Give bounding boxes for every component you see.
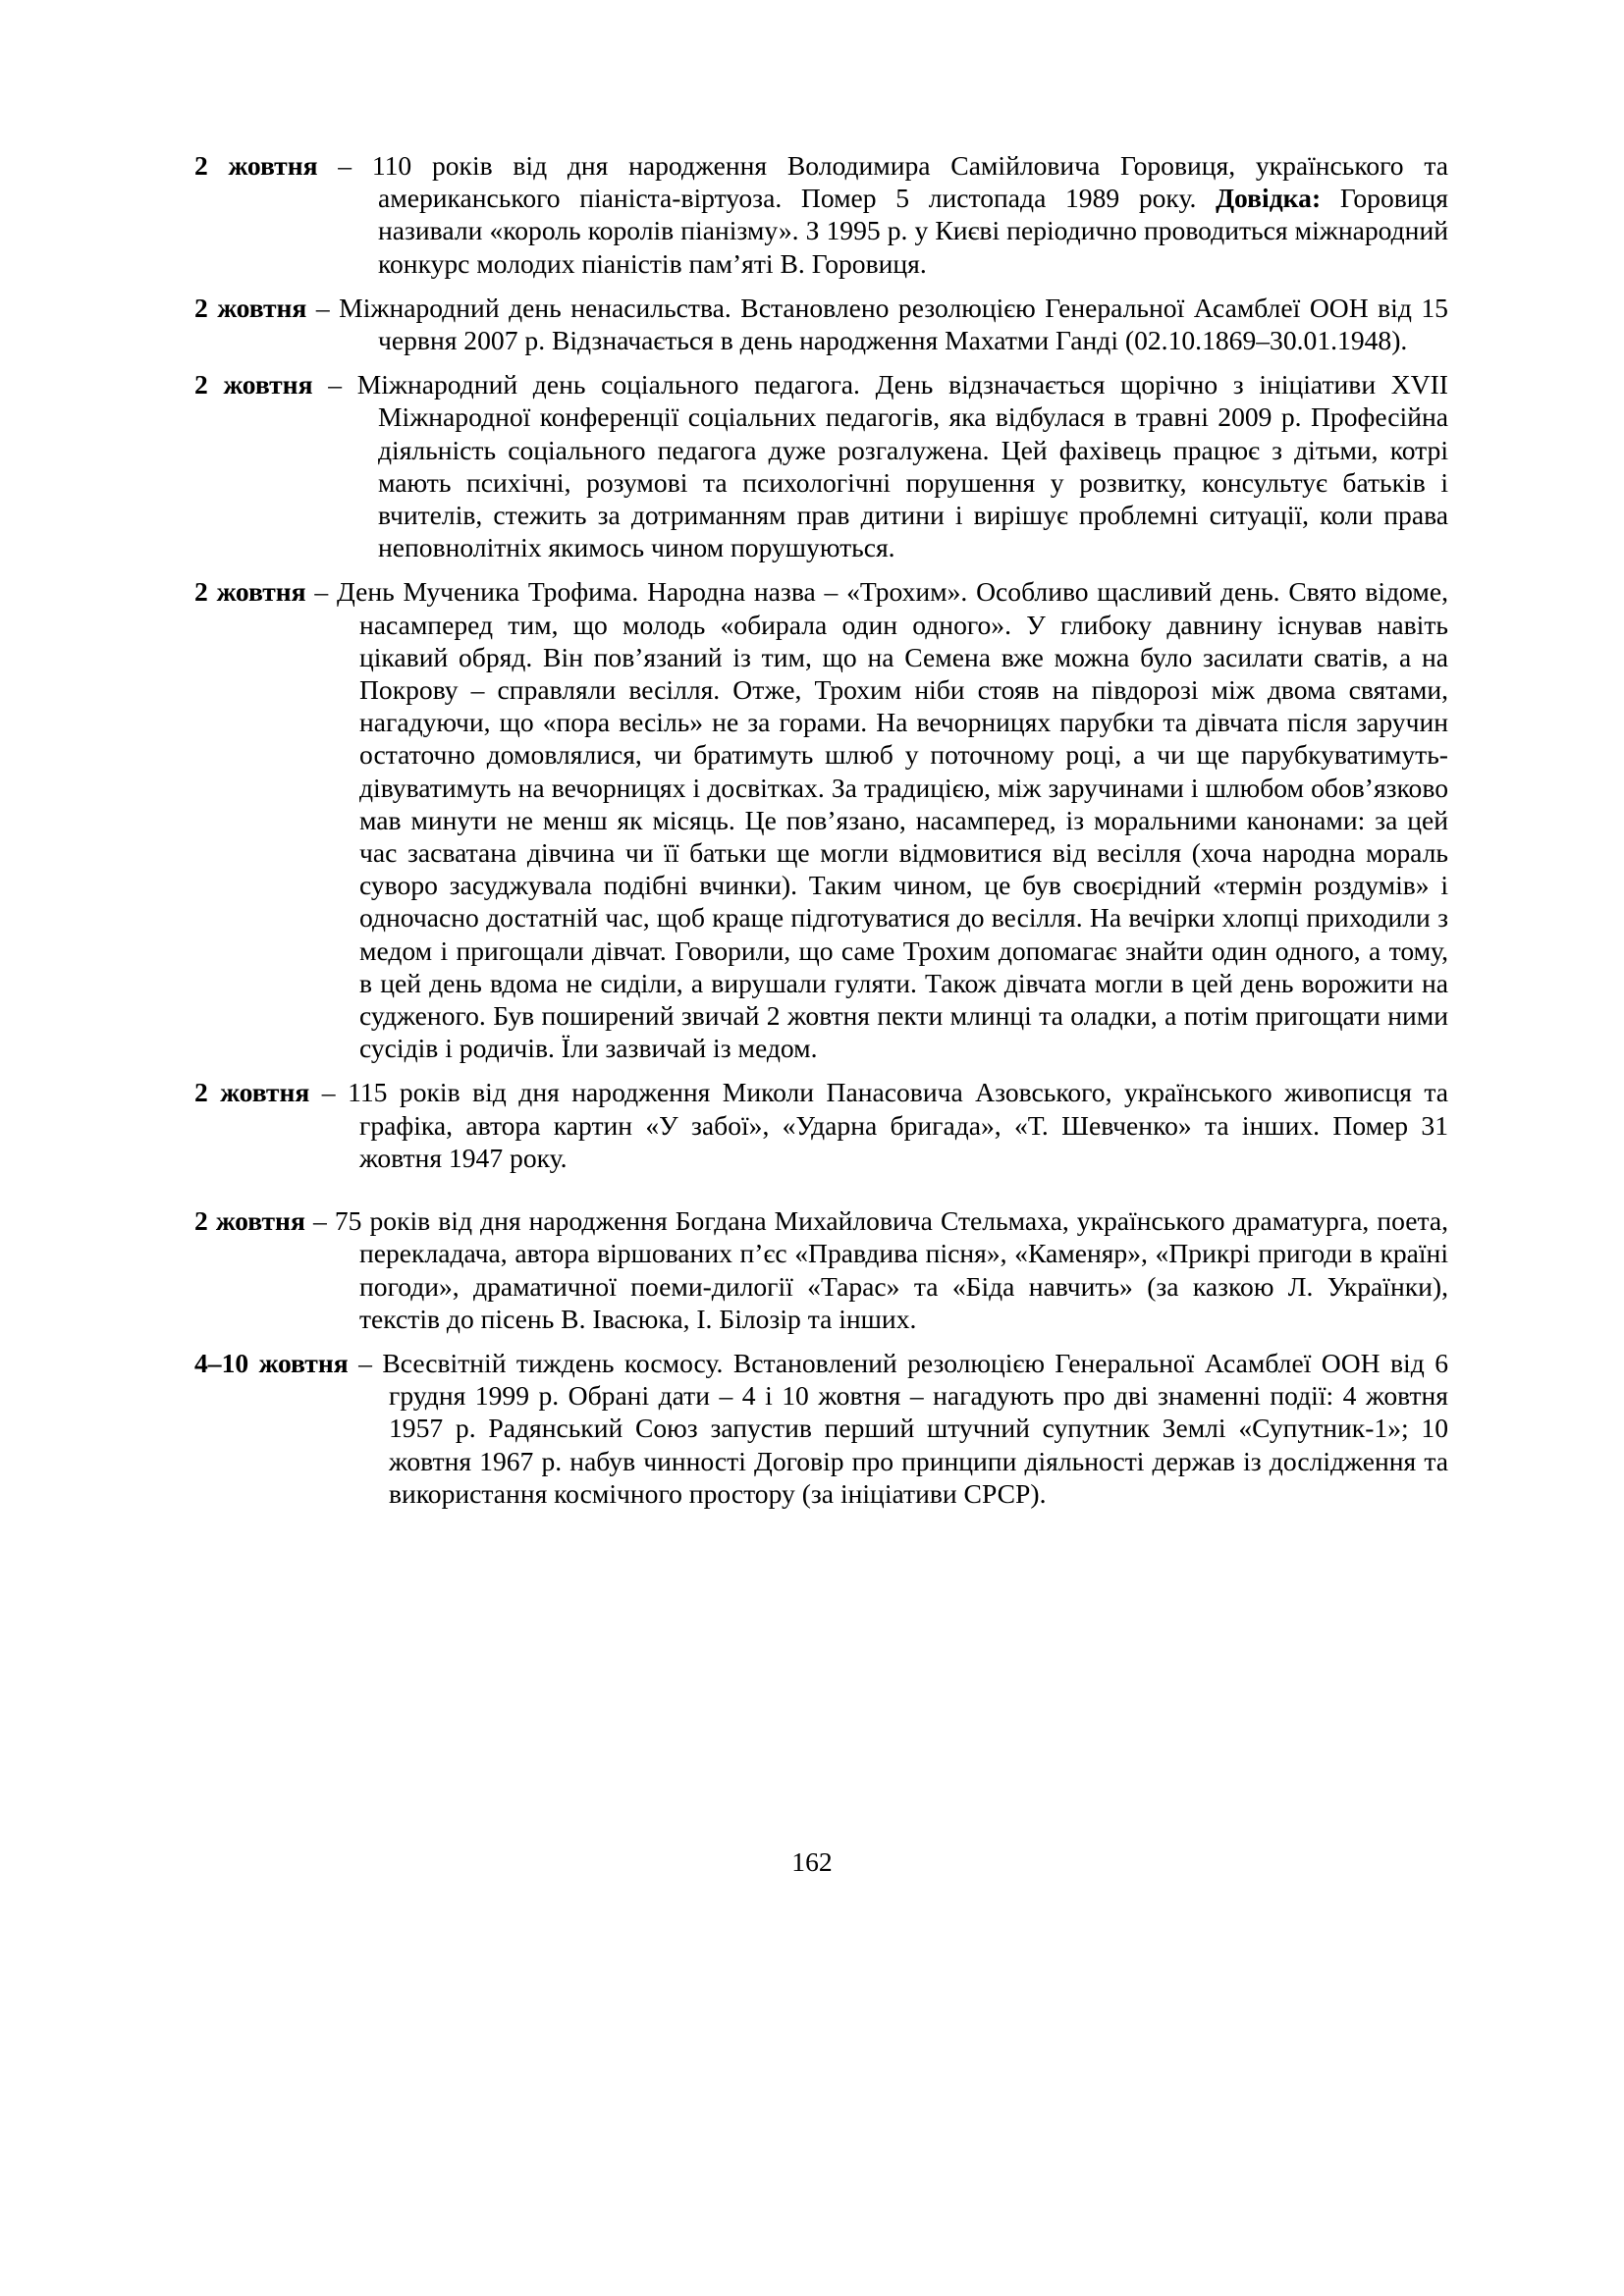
entry-date: 2 жовтня bbox=[194, 576, 306, 608]
entry-text: 115 років від дня народження Миколи Панасовича Азовського, українського живописця та графіка, автора картин «У забої», «Ударна бригада», «Т. Шевченко» та інших. Помер 31 жовтня 1947 року. bbox=[348, 1077, 1449, 1173]
calendar-entry-nonviolence-day bbox=[194, 292, 1448, 356]
calendar-entry-azovsky bbox=[194, 1076, 1448, 1174]
entry-dash: – bbox=[306, 292, 340, 323]
entry-date: 2 жовтня bbox=[194, 369, 313, 400]
document-body bbox=[194, 149, 1448, 1510]
entry-dash: – bbox=[305, 576, 337, 608]
entry-date: 2 жовтня bbox=[194, 292, 307, 323]
entry-text: Міжнародний день соціального педагога. День відзначається щорічно з ініціативи XVII Міжнародної конференції соціальних педагогів, яка відбулася в травні 2009 р. Професійна діяльність соціального педагога дуже розгалужена. Цей фахівець працює з дітьми, котрі мають психічні, розумові та психологічні порушення у розвитку, консультує батьків і вчителів, стежить за дотриманням прав дитини і вирішує проблемні ситуації, коли права неповнолітніх якимось чином порушуються. bbox=[356, 369, 1448, 563]
entry-dash: – bbox=[304, 1205, 335, 1237]
calendar-entry-horowitz bbox=[194, 149, 1448, 280]
calendar-entry-social-pedagogue-day bbox=[194, 368, 1448, 563]
calendar-entry-space-week bbox=[194, 1347, 1448, 1510]
note-text: Горовиця називали «король королів піанізму». З 1995 р. у Києві періодично проводиться міжнародний конкурс молодих піаністів пам’яті В. Горовиця. bbox=[378, 183, 1448, 279]
entry-text: 110 років від дня народження Володимира Самійловича Горовиця, українського та американського піаніста-віртуоза. Помер 5 листопада 1989 року. bbox=[371, 150, 1448, 214]
entry-dash: – bbox=[348, 1347, 383, 1378]
entry-text: День Мученика Трофима. Народна назва – «Трохим». Особливо щасливий день. Свято відоме, насамперед тим, що молодь «обирала один одного». У глибоку давнину існував навіть цікавий обряд. Він пов’язаний із тим, що на Семена вже можна було засилати сватів, а на Покрову – справляли весілля. Отже, Трохим ніби стояв на півдорозі між двома святами, нагадуючи, що «пора весіль» не за горами. На вечорницях парубки та дівчата після заручин остаточно домовлялися, чи братимуть шлюб у поточному році, а чи ще парубкуватимуть-дівуватимуть на вечорницях і досвітках. За традицією, між заручинами і шлюбом обов’язково мав минути не менш як місяць. Це пов’язано, насамперед, із моральними канонами: за цей час засватана дівчина чи її батьки ще могли відмовитися від весілля (хоча народна мораль суворо засуджувала подібні вчинки). Таким чином, це був своєрідний «термін роздумів» і одночасно достатній час, щоб краще підготуватися до весілля. На вечірки хлопці приходили з медом і пригощали дівчат. Говорили, що саме Трохим допомагає знайти один одного, а тому, в цей день вдома не сиділи, а вирушали гуляти. Також дівчата могли в цей день ворожити на судженого. Був поширений звичай 2 жовтня пекти млинці та оладки, а потім пригощати ними сусідів і родичів. Їли зазвичай із медом. bbox=[336, 576, 1448, 1064]
entry-dash: – bbox=[317, 150, 372, 181]
note-label: Довідка: bbox=[1216, 183, 1322, 214]
entry-date: 4–10 жовтня bbox=[194, 1347, 349, 1378]
entry-dash: – bbox=[312, 369, 357, 400]
entry-dash: – bbox=[309, 1077, 349, 1108]
calendar-entry-stelmakh bbox=[194, 1204, 1448, 1335]
entry-date: 2 жовтня bbox=[194, 1077, 310, 1108]
entry-text: 75 років від дня народження Богдана Михайловича Стельмаха, українського драматурга, поета, перекладача, автора віршованих п’єс «Правдива пісня», «Каменяр», «Прикрі пригоди в країні погоди», драматичної поеми-дилогії «Тарас» та «Біда навчить» (за казкою Л. Українки), текстів до пісень В. Івасюка, І. Білозір та інших. bbox=[334, 1205, 1449, 1334]
entry-text: Всесвітній тиждень космосу. Встановлений резолюцією Генеральної Асамблеї ООН від 6 грудня 1999 р. Обрані дати – 4 і 10 жовтня – нагадують про дві знаменні події: 4 жовтня 1957 р. Радянський Союз запустив перший штучний супутник Землі «Супутник-1»; 10 жовтня 1967 р. набув чинності Договір про принципи діяльності держав із дослідження та використання космічного простору (за ініціативи СРСР). bbox=[382, 1347, 1448, 1509]
entry-text: Міжнародний день ненасильства. Встановлено резолюцією Генеральної Асамблеї ООН від 15 червня 2007 р. Відзначається в день народження Махатми Ганді (02.10.1869–30.01.1948). bbox=[339, 292, 1448, 356]
entry-date: 2 жовтня bbox=[194, 150, 318, 181]
page-number: 162 bbox=[791, 1846, 833, 1877]
entry-date: 2 жовтня bbox=[194, 1205, 305, 1237]
calendar-entry-trofym-day bbox=[194, 575, 1448, 1064]
